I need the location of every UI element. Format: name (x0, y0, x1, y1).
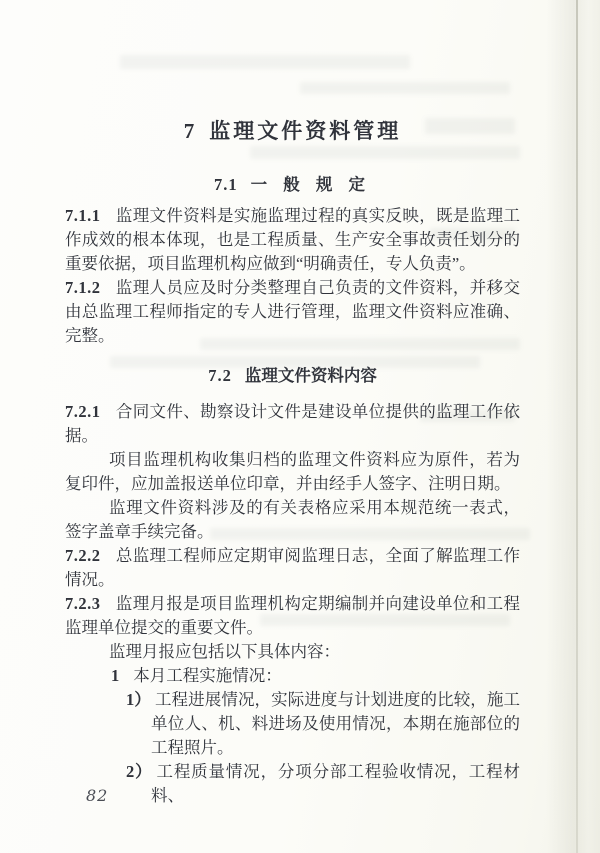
clause-7-2-2-text: 总监理工程师应定期审阅监理日志，全面了解监理工作情况。 (65, 546, 520, 589)
list-item-1-number: 1 (111, 666, 120, 685)
section-7-2-number: 7.2 (208, 366, 232, 385)
clause-7-2-1 (65, 400, 520, 448)
clause-7-2-1-text: 合同文件、勘察设计文件是建设单位提供的监理工作依据。 (65, 402, 520, 445)
clause-7-2-1-number: 7.2.1 (65, 402, 101, 421)
page-edge-shadow (546, 0, 600, 853)
chapter-title-text: 监理文件资料管理 (209, 119, 402, 143)
clause-7-1-1 (65, 204, 520, 276)
clause-7-2-2-number: 7.2.2 (65, 546, 101, 565)
section-7-1-number: 7.1 (214, 175, 238, 194)
clause-7-2-3-paragraph-2: 监理月报应包括以下具体内容： (109, 642, 340, 661)
chapter-title (65, 118, 520, 144)
page-number: 82 (86, 786, 109, 805)
clause-7-2-1-paragraph-2: 项目监理机构收集归档的监理文件资料应为原件，若为复印件，应加盖报送单位印章，并由经手人签字、注明日期。 (65, 450, 520, 493)
section-7-1-title: 一 般 规 定 (250, 175, 371, 194)
clause-7-1-2 (65, 276, 520, 348)
section-heading-7-2 (65, 364, 520, 388)
list-item-1-text: 本月工程实施情况： (133, 666, 282, 685)
clause-7-2-1-paragraph-3: 监理文件资料涉及的有关表格应采用本规范统一表式，签字盖章手续完备。 (65, 498, 520, 541)
clause-7-1-2-number: 7.1.2 (65, 278, 101, 297)
clause-7-2-3-number: 7.2.3 (65, 594, 101, 613)
list-subitem-1-marker: 1） (126, 690, 151, 709)
clause-7-2-2 (65, 544, 520, 592)
chapter-number: 7 (183, 119, 195, 143)
list-subitem-1 (65, 688, 520, 760)
section-heading-7-1 (65, 173, 520, 197)
clause-7-1-1-number: 7.1.1 (65, 206, 101, 225)
clause-7-2-3 (65, 592, 520, 640)
list-subitem-1-text: 工程进展情况，实际进度与计划进度的比较，施工单位人、机、料进场及使用情况，本期在施部位的工程照片。 (151, 690, 521, 757)
clause-7-1-1-text: 监理文件资料是实施监理过程的真实反映，既是监理工作成效的根本体现，也是工程质量、生产安全事故责任划分的重要依据，项目监理机构应做到“明确责任，专人负责”。 (65, 206, 520, 273)
page-edge-line (576, 0, 578, 853)
list-subitem-2-marker: 2） (126, 762, 153, 781)
clause-7-2-3-text: 监理月报是项目监理机构定期编制并向建设单位和工程监理单位提交的重要文件。 (65, 594, 520, 637)
text-column (65, 0, 520, 808)
clause-7-1-2-text: 监理人员应及时分类整理自己负责的文件资料，并移交由总监理工程师指定的专人进行管理，监理文件资料应准确、完整。 (65, 278, 520, 345)
list-subitem-2-text: 工程质量情况，分项分部工程验收情况，工程材料、 (151, 762, 521, 805)
list-item-1 (65, 664, 520, 688)
list-subitem-2 (65, 760, 520, 808)
section-7-2-title: 监理文件资料内容 (244, 366, 377, 385)
